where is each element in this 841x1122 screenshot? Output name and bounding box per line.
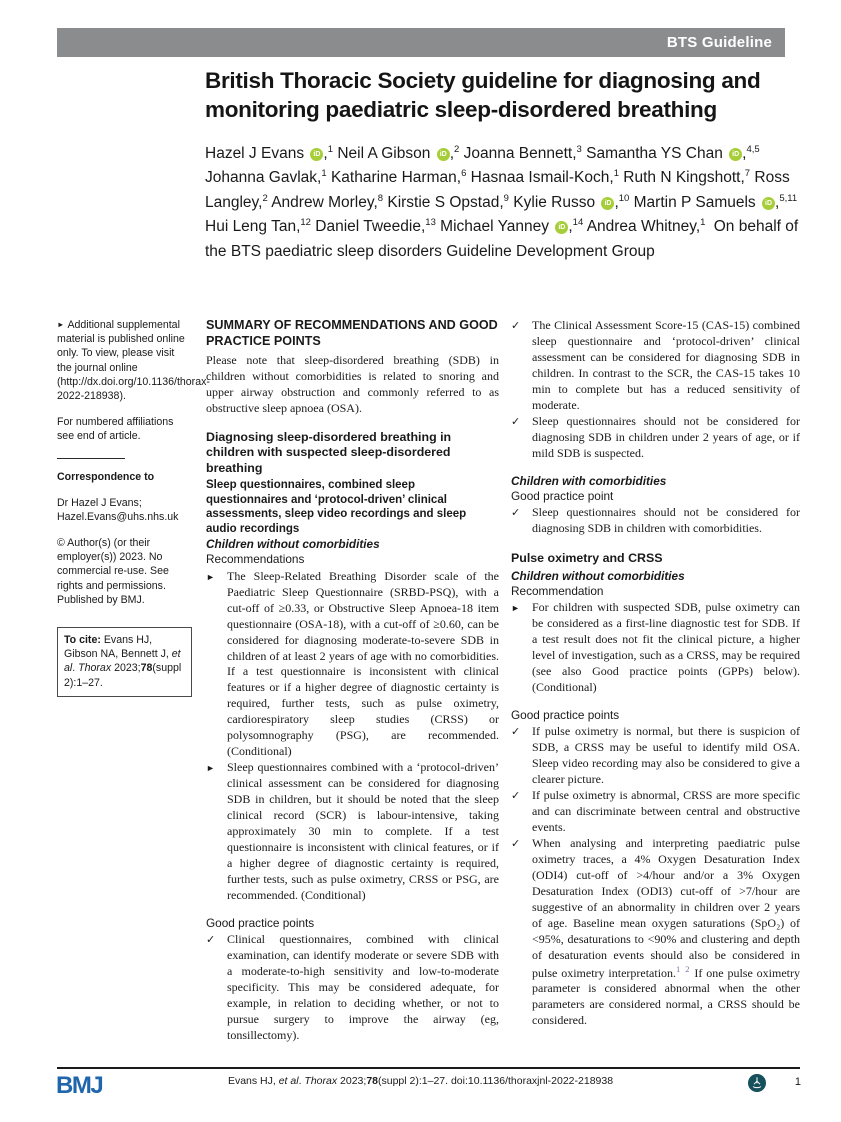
good-practice-item — [511, 318, 800, 414]
diagnosing-heading: Diagnosing sleep-disordered breathing in children with suspected sleep-disordered breathing — [206, 430, 452, 475]
author: Kirstie S Opstad,$^9$ — [387, 192, 509, 211]
supplemental-note — [57, 318, 210, 403]
recommendation-text: For children with suspected SDB, pulse oximetry can be considered as a first-line diagnostic test for SDB. If a test result does not fit the clinical picture, a higher level of investigation, such as a CRSS, may be required (see also Good practice points (GPPs) below). (Conditional) — [532, 600, 800, 694]
to-cite-box: To cite: Evans HJ, Gibson NA, Bennett J, et al. Thorax 2023;78(suppl 2):1–27. — [57, 627, 192, 697]
children-with-comorbidities-label: Children with comorbidities — [511, 473, 667, 488]
recommendation-text: Sleep questionnaires combined with a ‘protocol-driven’ clinical assessment can be considered for diagnosing SDB in children, but it should be noted that the sleep clinical record (SCR) is labour-intensive, taking approximately 30 min to complete. If a test questionnaire is inconsistent with clinical features, or if a higher degree of diagnostic certainty is required, further tests, such as pulse oximetry, CRSS or PSG, are recommended. (Conditional) — [227, 760, 499, 902]
check-icon: ✓ — [206, 934, 216, 947]
author: Ruth N Kingshott,$^7$ — [623, 168, 751, 187]
author: Samantha YS Chan iD ,$^{4,5}$ — [586, 143, 760, 162]
correspondence-label: Correspondence to — [57, 470, 155, 483]
author-block — [205, 142, 811, 264]
good-practice-points-label: Good practice points — [206, 915, 315, 930]
orcid-icon[interactable]: iD — [729, 148, 742, 161]
to-cite-etal: et al — [64, 648, 181, 675]
orcid-icon[interactable]: iD — [437, 148, 450, 161]
author: Andrew Morley,$^8$ — [271, 192, 384, 211]
good-practice-item — [511, 414, 800, 462]
check-icon: ✓ — [511, 507, 521, 520]
questionnaires-subheading: Sleep questionnaires, combined sleep questionnaires and ‘protocol-driven’ clinical assessments, sleep video recordings and sleep audio recordings — [206, 479, 467, 535]
orcid-icon[interactable]: iD — [310, 148, 323, 161]
content-columns — [57, 318, 800, 1063]
author: Andrea Whitney,$^1$ — [586, 217, 706, 236]
article-title: British Thoracic Society guideline for diagnosing and monitoring paediatric sleep-disordered breathing — [205, 68, 761, 123]
arrow-bullet-icon: ► — [206, 571, 215, 582]
children-without-comorbidities-label: Children without comorbidities — [511, 568, 685, 583]
arrow-bullet-icon: ► — [57, 320, 65, 329]
author: Joanna Bennett,$^3$ — [463, 143, 582, 162]
recommendation-item — [511, 600, 800, 696]
author: Michael Yanney iD ,$^{14}$ — [440, 217, 584, 236]
good-practice-text: If pulse oximetry is normal, but there is suspicion of SDB, a CRSS may be useful to identify mild OSA. Sleep video recording may also be considered to give a clearer picture. — [532, 724, 800, 787]
footer-rule — [57, 1067, 800, 1069]
author-list — [205, 145, 797, 235]
author: Hazel J Evans iD ,$^1$ — [205, 143, 333, 162]
good-practice-item — [511, 724, 800, 788]
good-practice-item — [511, 836, 800, 1029]
to-cite-volume: 78 — [140, 662, 153, 675]
to-cite-label: To cite: — [64, 634, 101, 646]
supplemental-text: Additional supplemental material is published online only. To view, please visit the journal online (http://dx.doi.org/10.1136/thorax-2022-218938). — [57, 319, 210, 402]
author: Katharine Harman,$^6$ — [330, 168, 467, 187]
recommendation-item — [206, 569, 499, 760]
reference-superscript[interactable]: 1 2 — [676, 963, 691, 974]
author: Johanna Gavlak,$^1$ — [205, 168, 327, 187]
good-practice-points-label: Good practice points — [511, 707, 620, 722]
pulse-oximetry-heading: Pulse oximetry and CRSS — [511, 551, 663, 566]
page-number: 1 — [794, 1076, 801, 1088]
main-column-1 — [206, 318, 499, 1063]
to-cite-journal: Thorax — [78, 662, 112, 675]
good-practice-text: Sleep questionnaires should not be considered for diagnosing SDB in children under 2 years of age, or if mild SDB is suspected. — [532, 413, 800, 460]
correspondence-name: Dr Hazel J Evans; — [57, 496, 142, 509]
check-icon: ✓ — [511, 837, 521, 850]
good-practice-text: Sleep questionnaires should not be considered for diagnosing SDB in children with comorbidities. — [532, 505, 800, 536]
recommendation-label: Recommendation — [511, 583, 604, 598]
good-practice-text: If pulse oximetry is abnormal, CRSS are more specific and can discriminate between central and obstructive events. — [532, 788, 800, 834]
author: Ross Langley,$^2$ — [205, 169, 790, 211]
orcid-icon[interactable]: iD — [762, 197, 775, 210]
banner-label: BTS Guideline — [666, 34, 772, 51]
recommendation-text: The Sleep-Related Breathing Disorder scale of the Paediatric Sleep Questionnaire (SRBD-PSQ), with a cut-off of ≥0.33, or Obstructive Sleep Apnoea-18 item questionnaire (OSA-18), with a cut-off of ≥0.60, can be considered for diagnosing moderate-to-severe SDB in children of at least 2 years of age with no comorbidities. If a test questionnaire is inconsistent with clinical features or if a higher degree of diagnostic certainty is required, further tests, such as pulse oximetry, cardiorespiratory sleep studies (CRSS) or polysomnography (PSG), are recommended. (Conditional) — [227, 568, 499, 759]
bmj-logo: BMJ — [56, 1072, 103, 1099]
main-column-2 — [511, 318, 800, 1063]
correspondence-details — [57, 496, 192, 524]
author: Martin P Samuels iD ,$^{5,11}$ — [633, 192, 798, 211]
author-suffix: On behalf of the BTS paediatric sleep disorders Guideline Development Group — [205, 218, 799, 260]
check-icon: ✓ — [511, 320, 521, 332]
copyright-note: © Author(s) (or their employer(s)) 2023. No commercial re-use. See rights and permissions. Published by BMJ. — [57, 537, 169, 606]
summary-intro: Please note that sleep-disordered breathing (SDB) in children without comorbidities is related to snoring and upper airway obstruction and commonly referred to as obstructive sleep apnoea (OSA). — [206, 353, 499, 416]
recommendations-label: Recommendations — [206, 552, 305, 567]
recommendation-item — [206, 760, 499, 904]
children-without-comorbidities-label: Children without comorbidities — [206, 537, 380, 552]
author: Kylie Russo iD ,$^{10}$ — [513, 192, 630, 211]
author: Hasnaa Ismail-Koch,$^1$ — [470, 168, 619, 187]
section-banner — [57, 28, 785, 57]
correspondence-email[interactable]: Hazel.Evans@uhs.nhs.uk — [57, 510, 179, 523]
author: Daniel Tweedie,$^{13}$ — [315, 217, 436, 236]
good-practice-item — [206, 932, 499, 1044]
footer-citation: Evans HJ, et al. Thorax 2023;78(suppl 2):1–27. doi:10.1136/thoraxjnl-2022-218938 — [227, 1075, 614, 1087]
good-practice-text: When analysing and interpreting paediatric pulse oximetry traces, a 4% Oxygen Desaturation Index (ODI4) cut-off of >4/hour and/or a 3% Oxygen Desaturation Index (ODI3) cut-off of >7/hour are suggestive of an abnormality in children over 2 years of age. Baseline mean oxygen saturations (SpO₂) of <95%, desaturations to <90% and clustering and depth of desaturation events should also be considered in pulse oximetry interpretation.$^{1 2}$ If one pulse oximetry parameter is considered abnormal when the other parameters are considered normal, a CRSS should be considered. — [532, 835, 801, 1028]
bts-roundel-icon[interactable] — [748, 1074, 766, 1092]
orcid-icon[interactable]: iD — [601, 197, 614, 210]
check-icon: ✓ — [511, 726, 521, 739]
good-practice-text: The Clinical Assessment Score-15 (CAS-15) combined sleep questionnaire and ‘protocol-driven’ clinical assessment can be considered for diagnosing SDB in children. In contrast to the SCR, the CAS-15 takes 10 min to complete but has a reduced sensitivity of moderate. — [532, 318, 800, 412]
good-practice-point-label: Good practice point — [511, 488, 614, 503]
good-practice-item — [511, 788, 800, 836]
check-icon: ✓ — [511, 790, 521, 803]
arrow-bullet-icon: ► — [511, 603, 520, 614]
author: Hui Leng Tan,$^{12}$ — [205, 217, 311, 236]
good-practice-text: Clinical questionnaires, combined with clinical examination, can identify moderate or severe SDB with a moderate-to-high sensitivity and low-to-moderate specificity. This may be considered adequate, for example, in relation to deciding whether, or not to pursue surgery to improve the airway (eg, tonsillectomy). — [227, 932, 499, 1042]
sidebar — [57, 318, 210, 1063]
check-icon: ✓ — [511, 415, 521, 428]
sidebar-divider — [57, 458, 125, 459]
summary-heading: SUMMARY OF RECOMMENDATIONS AND GOOD PRACTICE POINTS — [206, 318, 498, 348]
affiliations-note: For numbered affiliations see end of article. — [57, 416, 174, 443]
to-cite-text: Evans HJ, Gibson NA, Bennett J, — [64, 634, 172, 661]
orcid-icon[interactable]: iD — [555, 221, 568, 234]
author: Neil A Gibson iD ,$^2$ — [337, 143, 460, 162]
arrow-bullet-icon: ► — [206, 763, 215, 774]
good-practice-item — [511, 505, 800, 537]
